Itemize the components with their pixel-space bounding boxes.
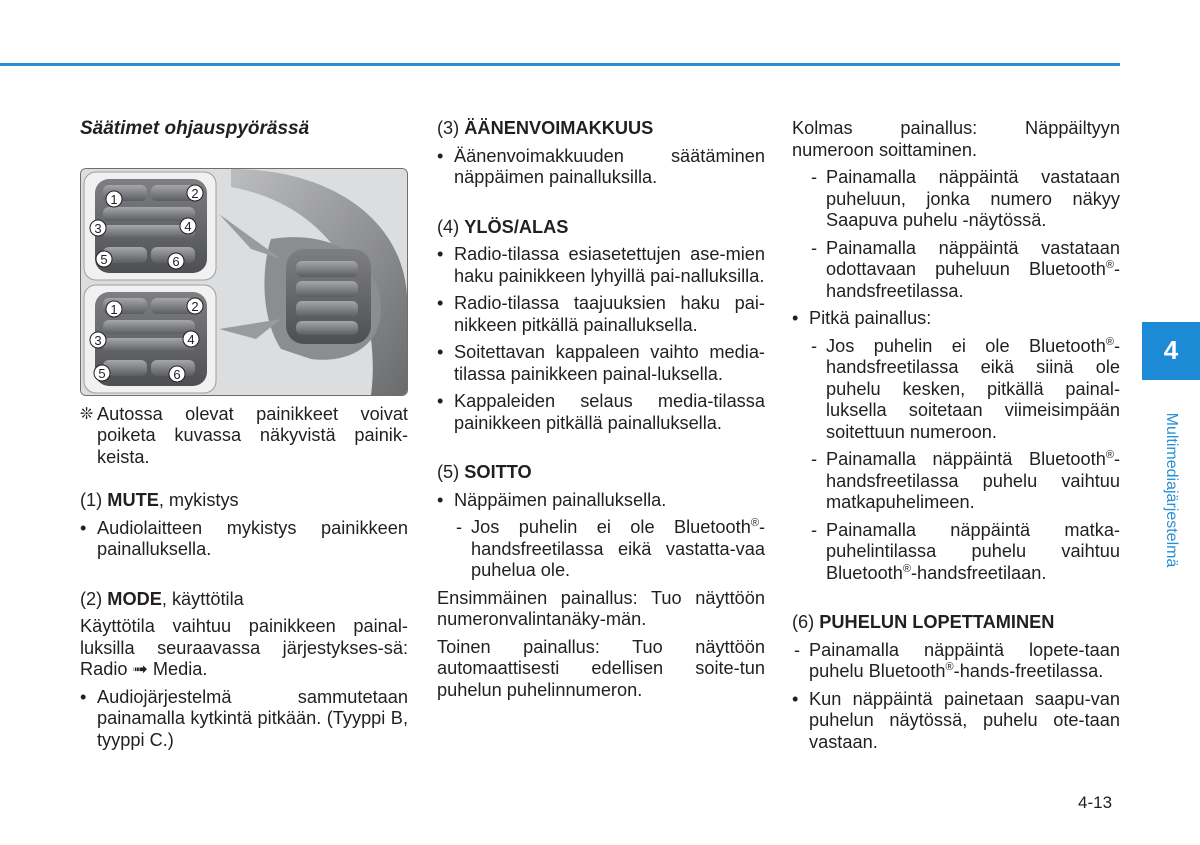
call-heading: (5) SOITTO — [437, 462, 532, 482]
callout-3-b: 3 — [94, 332, 102, 348]
call-second-press: Toinen painallus: Tuo näyttöön automaattisesti edellisen soite-tun puhelun puhelinnumeron. — [437, 636, 765, 700]
chapter-side-label: Multimediajärjestelmä — [1162, 412, 1180, 568]
volume-bullet: • Äänenvoimakkuuden säätäminen näppäimen painalluksilla. — [437, 146, 765, 189]
volume-heading: (3) ÄÄNENVOIMAKKUUS — [437, 118, 654, 138]
callout-1-b: 1 — [110, 301, 118, 317]
updown-bullet-4: • Kappaleiden selaus media-tilassa painikkeen pitkällä painalluksella. — [437, 391, 765, 434]
mute-heading: (1) MUTE, mykistys — [80, 490, 239, 510]
long-press-dash-2: - Painamalla näppäintä Bluetooth®-handsfreetilassa puhelu vaihtuu matkapuhelimeen. — [809, 449, 1120, 514]
updown-bullet-3: • Soitettavan kappaleen vaihto media-tilassa painikkeen painal-luksella. — [437, 342, 765, 385]
updown-heading: (4) YLÖS/ALAS — [437, 216, 569, 237]
callout-6-b: 6 — [173, 366, 181, 382]
callout-5: 5 — [100, 251, 108, 267]
mode-bullet: • Audiojärjestelmä sammutetaan painamalla kytkintä pitkään. (Tyyppi B, tyyppi C.) — [80, 687, 408, 752]
mode-heading: (2) MODE, käyttötila — [80, 588, 244, 609]
end-call-heading: (6) PUHELUN LOPETTAMINEN — [792, 612, 1055, 632]
callout-2: 2 — [191, 185, 199, 201]
end-call-dash: - Painamalla näppäintä lopete-taan puhelu Bluetooth®-hands-freetilassa. — [792, 640, 1120, 683]
mute-bullet: • Audiolaitteen mykistys painikkeen painalluksella. — [80, 518, 408, 561]
call-dash-2: - Painamalla näppäintä vastataan puheluun, jonka numero näkyy Saapuva puhelu -näytössä. — [809, 167, 1120, 232]
callout-1: 1 — [110, 191, 118, 207]
call-bullet: • Näppäimen painalluksella. — [437, 490, 765, 512]
call-third-press: Kolmas painallus: Näppäiltyyn numeroon soittaminen. — [792, 118, 1120, 160]
mode-paragraph: Käyttötila vaihtuu painikkeen painal-luksilla seuraavassa järjestykses-sä: Radio ➟ Media. — [80, 616, 408, 679]
long-press-bullet: • Pitkä painallus: — [792, 308, 1120, 330]
call-first-press: Ensimmäinen painallus: Tuo näyttöön numeronvalintanäky-män. — [437, 587, 765, 629]
callout-5-b: 5 — [98, 365, 106, 381]
header-rule — [0, 63, 1120, 66]
page-number: 4-13 — [1078, 793, 1113, 812]
callout-2-b: 2 — [191, 298, 199, 314]
callout-6: 6 — [172, 253, 180, 269]
updown-bullet-2: • Radio-tilassa taajuuksien haku pai-nikkeen pitkällä painalluksella. — [437, 293, 765, 336]
steering-wheel-illustration — [81, 169, 407, 395]
figure-note: ❊ Autossa olevat painikkeet voivat poiketa kuvassa näkyvistä painik-keista. — [80, 404, 408, 469]
section-title: Säätimet ohjauspyörässä — [80, 118, 310, 139]
callout-3: 3 — [94, 220, 102, 236]
call-dash-3: - Painamalla näppäintä vastataan odottavaan puheluun Bluetooth®-handsfreetilassa. — [809, 238, 1120, 303]
long-press-dash-3: - Painamalla näppäintä matka-puhelintilassa puhelu vaihtuu Bluetooth®-handsfreetilaan. — [809, 520, 1120, 585]
call-dash-1: - Jos puhelin ei ole Bluetooth®-handsfreetilassa eikä vastatta-vaa puhelua ole. — [454, 517, 765, 582]
chapter-tab: 4 — [1142, 322, 1200, 380]
column-right — [792, 118, 1120, 759]
long-press-dash-1: - Jos puhelin ei ole Bluetooth®-handsfreetilassa eikä siinä ole puhelu kesken, pitkällä painal-luksella soitetaan viimeisimpään soitettuun numeroon. — [809, 336, 1120, 444]
updown-bullet-1: • Radio-tilassa esiasetettujen ase-mien haku painikkeen lyhyillä pai-nalluksilla. — [437, 244, 765, 287]
steering-controls-figure — [80, 168, 408, 396]
callout-4: 4 — [184, 218, 192, 234]
column-left — [80, 118, 408, 757]
end-call-bullet: • Kun näppäintä painetaan saapu-van puhelun näytössä, puhelu ote-taan vastaan. — [792, 689, 1120, 754]
column-middle — [437, 118, 765, 707]
callout-4-b: 4 — [187, 331, 195, 347]
